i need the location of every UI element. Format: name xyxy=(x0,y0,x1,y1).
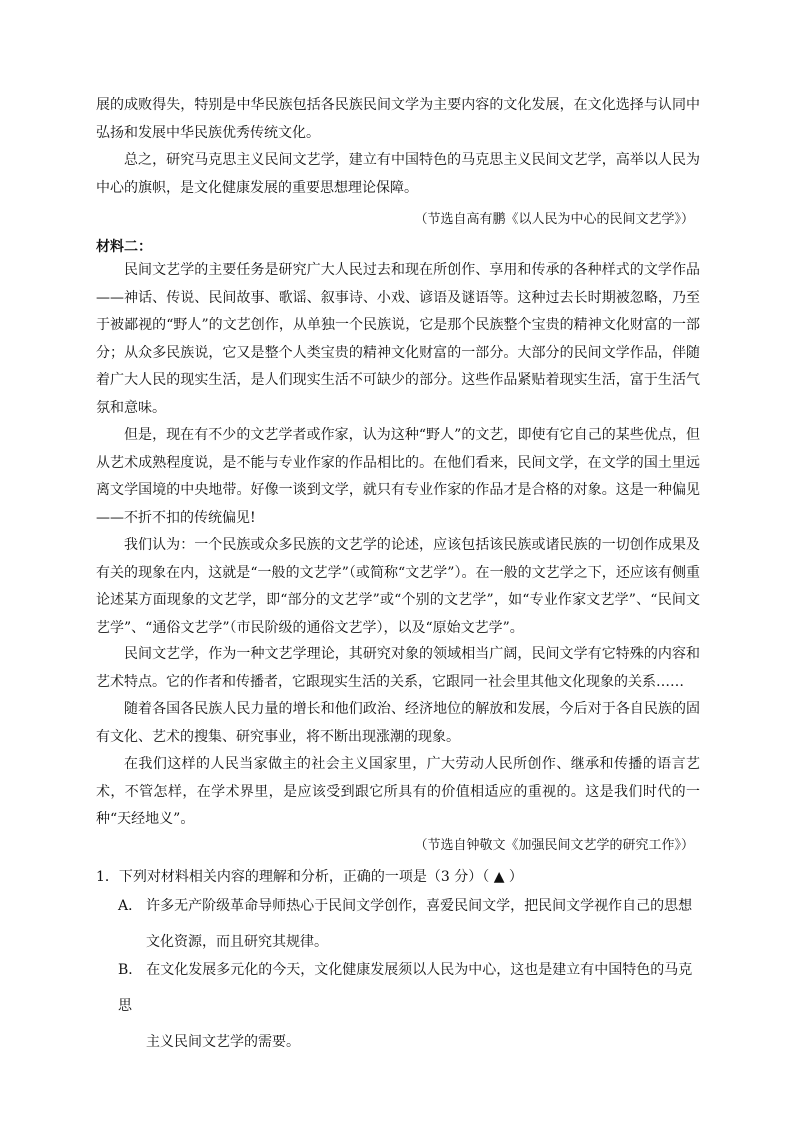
material2-paragraph-1: 民间文艺学的主要任务是研究广大人民过去和现在所创作、享用和传承的各种样式的文学作品——神话、传说、民间故事、歌谣、叙事诗、小戏、谚语及谜语等。这种过去长时期被忽略，乃至于被鄙视的“野人”的文艺创作，从单独一个民族说，它是那个民族整个宝贵的精神文化财富的一部分；从众多民族说，它又是整个人类宝贵的精神文化财富的一部分。大部分的民间文学作品，伴随着广大人民的现实生活，是人们现实生活不可缺少的部分。这些作品紧贴着现实生活，富于生活气氛和意味。 xyxy=(96,262,700,416)
option-a-line1 xyxy=(118,888,700,924)
material2-paragraph-3: 我们认为：一个民族或众多民族的文艺学的论述，应该包括该民族或诸民族的一切创作成果及有关的现象在内，这就是“一般的文艺学”（或简称“文艺学”）。在一般的文艺学之下，还应该有侧重论述某方面现象的文艺学，即“部分的文艺学”或“个别的文艺学”，如“专业作家文艺学”、“民间文艺学”、“通俗文艺学”（市民阶级的通俗文艺学），以及“原始文艺学”。 xyxy=(96,537,700,636)
material2-heading: 材料二： xyxy=(96,239,152,255)
material1-conclusion-paragraph: 总之，研究马克思主义民间文艺学，建立有中国特色的马克思主义民间文艺学，高举以人民为中心的旗帜，是文化健康发展的重要思想理论保障。 xyxy=(96,152,700,196)
material1-tail-paragraph: 展的成败得失，特别是中华民族包括各民族民间文学为主要内容的文化发展，在文化选择与认同中弘扬和发展中华民族优秀传统文化。 xyxy=(96,97,700,141)
option-a-line2: 文化资源，而且研究其规律。 xyxy=(146,934,328,950)
option-a-label: A． xyxy=(118,898,143,914)
option-b[interactable] xyxy=(118,952,700,1060)
material2-paragraph-5: 随着各国各民族人民力量的增长和他们政治、经济地位的解放和发展，今后对于各自民族的固有文化、艺术的搜集、研究事业，将不断出现涨潮的现象。 xyxy=(96,701,700,745)
material2-paragraph-6: 在我们这样的人民当家做主的社会主义国家里，广大劳动人民所创作、继承和传播的语言艺术，不管怎样，在学术界里，是应该受到跟它所具有的价值相适应的重视的。这是我们时代的一种“天经地义”。 xyxy=(96,756,700,827)
material2-paragraph-4: 民间文艺学，作为一种文艺学理论，其研究对象的领域相当广阔，民间文学有它特殊的内容和艺术特点。它的作者和传播者，它跟现实生活的关系，它跟同一社会里其他文化现象的关系…… xyxy=(96,646,700,690)
option-a[interactable] xyxy=(118,888,700,960)
option-b-text: 在文化发展多元化的今天，文化健康发展须以人民为中心，这也是建立有中国特色的马克思 xyxy=(118,962,693,1014)
material2-source-citation: （节选自钟敬文《加强民间文艺学的研究工作》） xyxy=(414,838,694,853)
material1-source-citation: （节选自高有鹏《以人民为中心的民间文艺学》） xyxy=(414,212,694,227)
option-b-line2: 主义民间文艺学的需要。 xyxy=(146,1034,300,1050)
material2-paragraph-2: 但是，现在有不少的文艺学者或作家，认为这种“野人”的文艺，即使有它自己的某些优点，但从艺术成熟程度说，是不能与专业作家的作品相比的。在他们看来，民间文学，在文学的国土里远离文学国境的中央地带。好像一谈到文学，就只有专业作家的作品才是合格的对象。这是一种偏见——不折不扣的传统偏见! xyxy=(96,427,700,526)
option-b-label: B． xyxy=(118,962,143,978)
question-1-stem: 1．下列对材料相关内容的理解和分析，正确的一项是（3 分）（ ▲ ） xyxy=(96,869,523,885)
option-a-text: 许多无产阶级革命导师热心于民间文学创作，喜爱民间文学，把民间文学视作自己的思想 xyxy=(146,898,693,914)
option-b-line1 xyxy=(118,952,700,1024)
